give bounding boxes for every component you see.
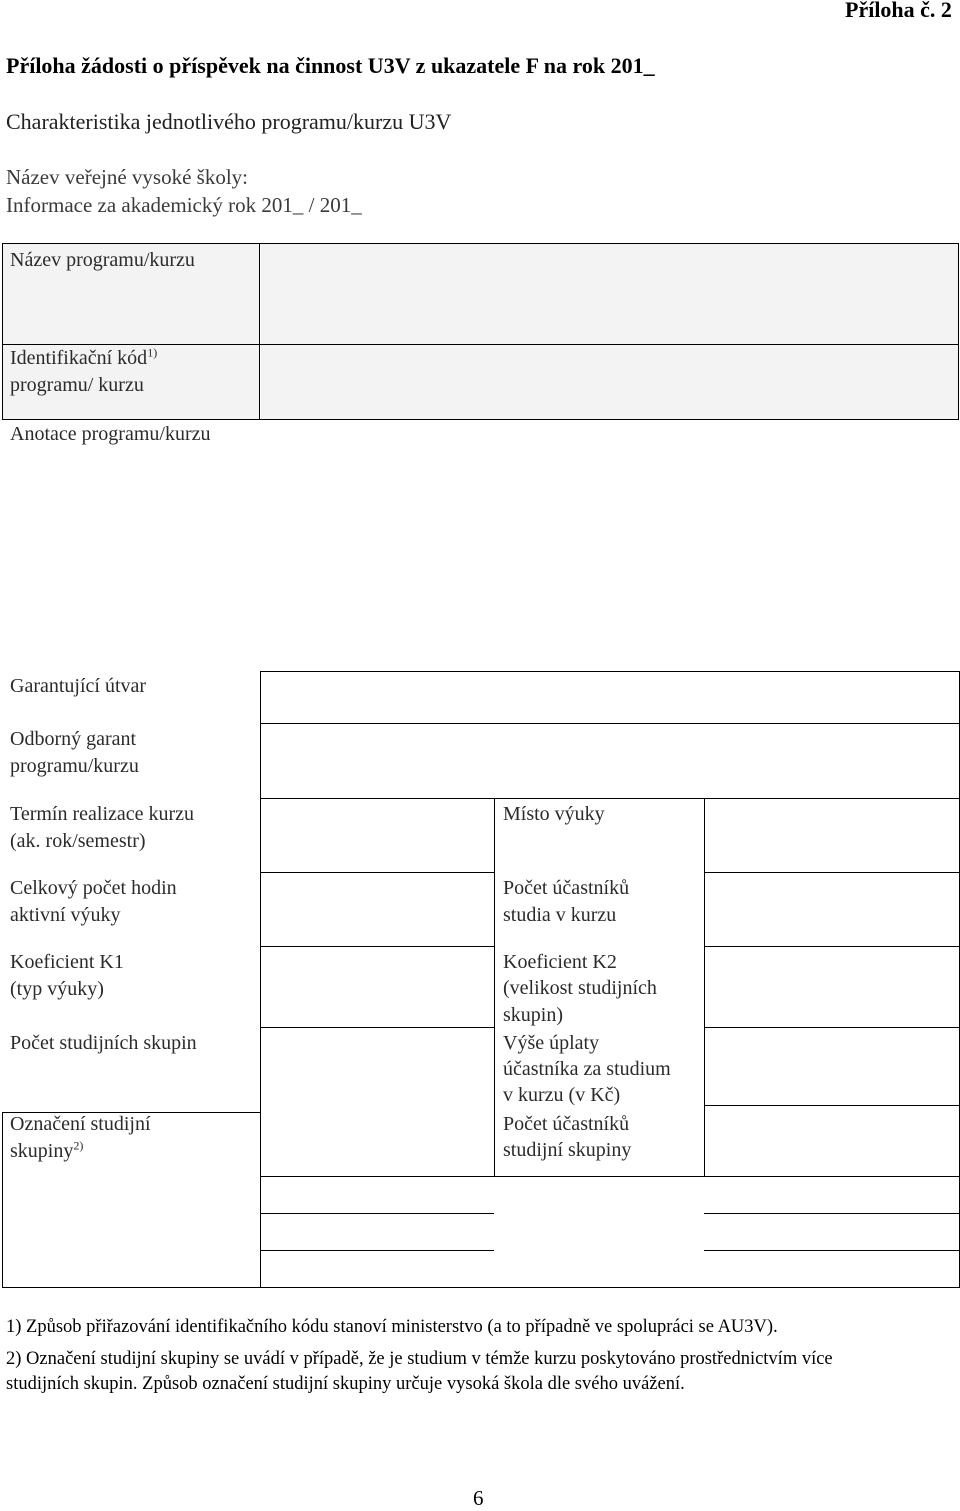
footnote-2-line2: studijních skupin. Způsob označení studijní skupiny určuje vysoká škola dle svého uvážení. [6,1374,685,1394]
group-participants-label-line2: studijní skupiny [503,1139,632,1161]
term-field[interactable] [263,801,492,870]
id-code-field[interactable] [262,347,956,418]
k1-field[interactable] [263,949,492,1025]
group-mark-label-line1: Označení studijní [10,1113,151,1135]
k1-label-line2: (typ výuky) [10,978,104,1000]
participants-label-line2: studia v kurzu [503,904,617,926]
group-participants-field[interactable] [707,1108,957,1174]
id-code-label-line1: Identifikační kód$^{1)}$ [10,345,158,369]
k2-label-line1: Koeficient K2 [503,951,617,973]
term-label-line1: Termín realizace kurzu [10,803,195,825]
guarantee-unit-field[interactable] [263,674,957,721]
group-participants-label-line1: Počet účastníků [503,1113,630,1135]
k2-label-line2: (velikost studijních [503,977,657,999]
term-label-line2: (ak. rok/semestr) [10,830,146,852]
guarantee-unit-label: Garantující útvar [10,675,147,697]
page-number: 6 [473,1486,484,1510]
footnote-1: 1) Způsob přiřazování identifikačního kódu stanoví ministerstvo (a to případně ve spolupráci se AU3V). [6,1317,778,1337]
groups-count-field[interactable] [263,1030,492,1110]
group-row-field[interactable] [707,1179,957,1211]
id-code-label-line2: programu/ kurzu [10,374,144,396]
k2-field[interactable] [707,949,957,1025]
participants-field[interactable] [707,875,957,944]
school-name-label: Název veřejné vysoké školy: [6,165,249,189]
k2-label-line3: skupin) [503,1004,563,1026]
group-mark-field[interactable] [263,1115,492,1173]
document-subtitle: Charakteristika jednotlivého programu/kurzu U3V [6,109,452,134]
footnote-2-line1: 2) Označení studijní skupiny se uvádí v případě, že je studium v témže kurzu poskytováno prostřednictvím více [6,1349,833,1369]
document-title: Příloha žádosti o příspěvek na činnost U3V z ukazatele F na rok 201_ [6,53,655,78]
annotation-field[interactable] [2,448,959,670]
expert-guarantor-label-line2: programu/kurzu [10,755,139,777]
academic-year-label: Informace za akademický rok 201_ / 201_ [6,193,362,217]
fee-label-line2: účastníka za studium [503,1058,671,1080]
expert-guarantor-label-line1: Odborný garant [10,728,137,750]
group-row-field[interactable] [707,1253,957,1285]
hours-label-line2: aktivní výuky [10,904,121,926]
program-name-field[interactable] [262,246,956,342]
place-label: Místo výuky [503,803,605,825]
k1-label-line1: Koeficient K1 [10,951,124,973]
annotation-label: Anotace programu/kurzu [10,423,211,445]
fee-label-line1: Výše úplaty [503,1032,600,1054]
participants-label-line1: Počet účastníků [503,877,630,899]
fee-label-line3: v kurzu (v Kč) [503,1084,621,1106]
group-row-field[interactable] [263,1179,492,1211]
groups-count-label: Počet studijních skupin [10,1032,197,1054]
fee-field[interactable] [707,1030,957,1103]
program-name-label: Název programu/kurzu [10,249,195,271]
hours-label-line1: Celkový počet hodin [10,877,177,899]
group-mark-label-line2: skupiny$^{2)}$ [10,1138,84,1162]
hours-field[interactable] [263,875,492,944]
group-row-field[interactable] [263,1216,492,1248]
annex-label: Příloha č. 2 [845,0,952,22]
group-row-field[interactable] [707,1216,957,1248]
expert-guarantor-field[interactable] [263,726,957,796]
place-field[interactable] [707,801,957,870]
group-row-field[interactable] [263,1253,492,1285]
